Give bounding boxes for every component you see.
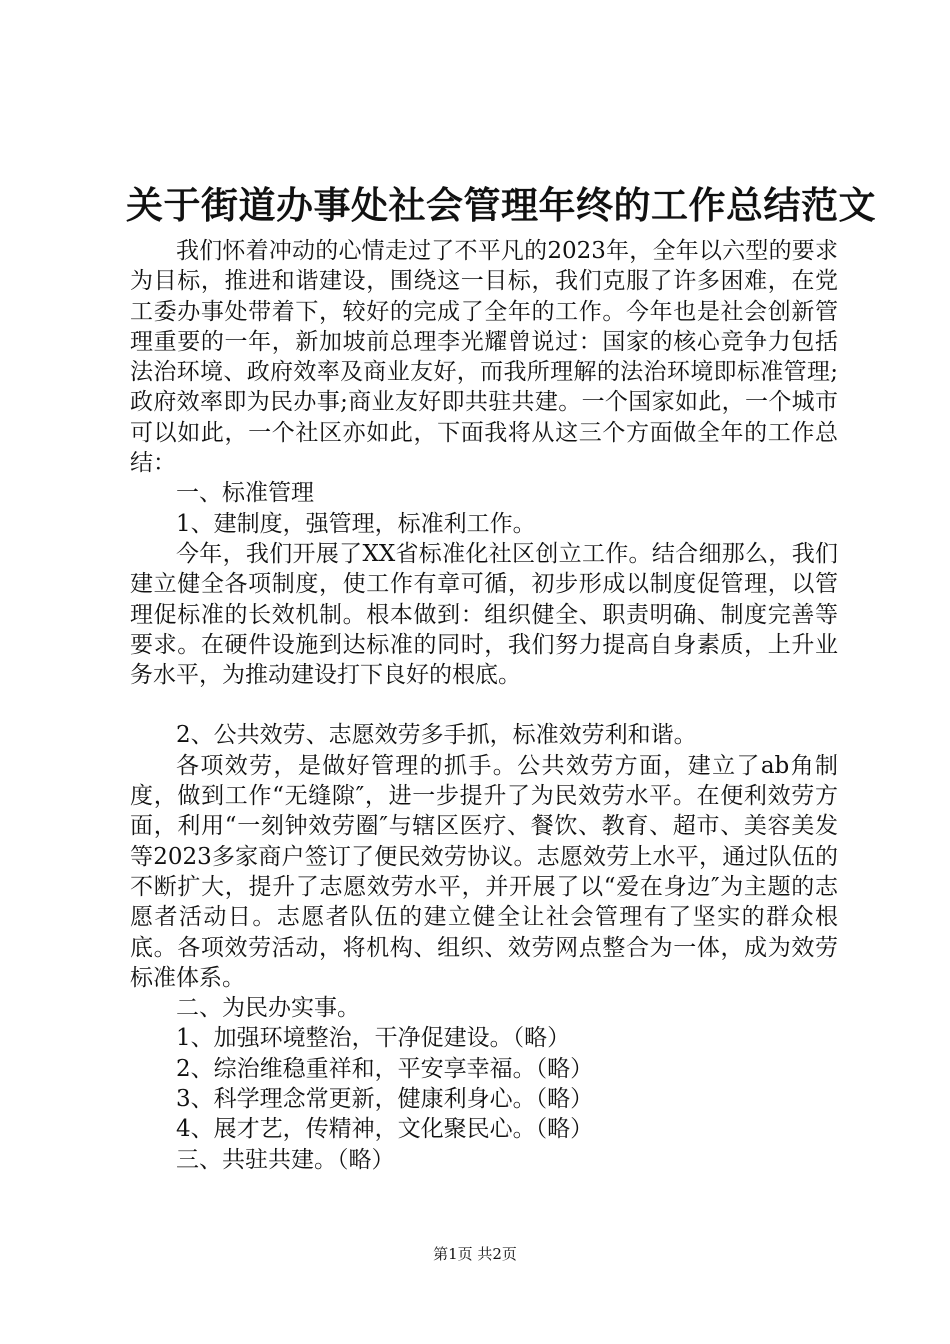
section-heading-1: 一、标准管理 [176,480,314,507]
page-footer: 第1页 共2页 [433,1245,517,1263]
body-paragraph-1-2: 各项效劳，是做好管理的抓手。公共效劳方面，建立了ab角制度，做到工作“无缝隙″，进一步提升了为民效劳水平。在便利效劳方面，利用“一刻钟效劳圈″与辖区医疗、餐饮、教育、超市、美容美发等2023多家商户签订了便民效劳协议。志愿效劳上水平，通过队伍的不断扩大，提升了志愿效劳水平，并开展了以“爱在身边″为主题的志愿者活动日。志愿者队伍的建立健全让社会管理有了坚实的群众根底。各项效劳活动，将机构、组织、效劳网点整合为一体，成为效劳标准体系。 [130,752,838,991]
document-title: 关于街道办事处社会管理年终的工作总结范文 [126,184,876,227]
subsection-heading-1-2: 2、公共效劳、志愿效劳多手抓，标准效劳利和谐。 [176,722,697,749]
document-body [130,236,838,1175]
list-item-2-4: 4、展才艺，传精神，文化聚民心。（略） [176,1116,594,1143]
intro-paragraph: 我们怀着冲动的心情走过了不平凡的2023年，全年以六型的要求为目标，推进和谐建设，围绕这一目标，我们克服了许多困难，在党工委办事处带着下，较好的完成了全年的工作。今年也是社会创新管理重要的一年，新加坡前总理李光耀曾说过：国家的核心竞争力包括法治环境、政府效率及商业友好，而我所理解的法治环境即标准管理;政府效率即为民办事;商业友好即共驻共建。一个国家如此，一个城市可以如此，一个社区亦如此，下面我将从这三个方面做全年的工作总结： [130,238,838,477]
list-item-2-3: 3、科学理念常更新，健康利身心。（略） [176,1086,594,1113]
body-paragraph-1-1: 今年，我们开展了XX省标准化社区创立工作。结合细那么，我们建立健全各项制度，使工作有章可循，初步形成以制度促管理，以管理促标准的长效机制。根本做到：组织健全、职责明确、制度完善等要求。在硬件设施到达标准的同时，我们努力提高自身素质，上升业务水平，为推动建设打下良好的根底。 [130,540,838,689]
subsection-heading-1-1: 1、建制度，强管理，标准利工作。 [176,510,536,537]
section-heading-3: 三、共驻共建。（略） [176,1146,395,1173]
list-item-2-1: 1、加强环境整治，干净促建设。（略） [176,1025,571,1052]
section-heading-2: 二、为民办实事。 [176,995,360,1022]
list-item-2-2: 2、综治维稳重祥和，平安享幸福。（略） [176,1055,594,1082]
